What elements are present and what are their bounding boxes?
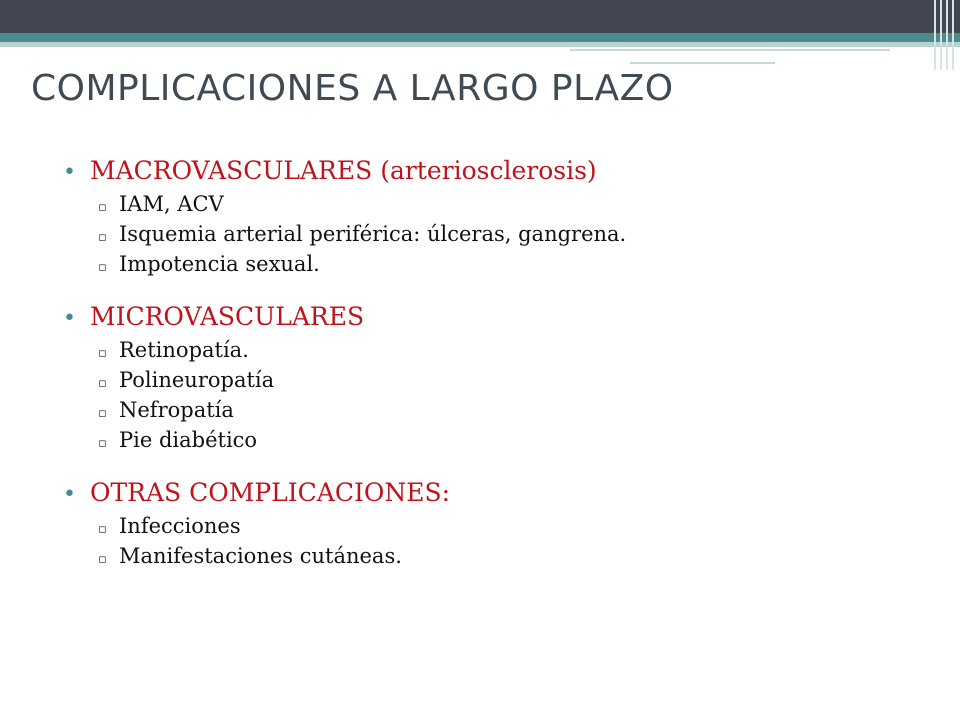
section-microvasculares (63, 299, 923, 455)
header-light-band (0, 42, 960, 47)
square-bullet-icon: ▫ (98, 376, 107, 391)
square-bullet-icon: ▫ (98, 230, 107, 245)
list-item (63, 189, 923, 219)
header-accent-band (0, 33, 960, 42)
list-item-text: Polineuropatía (119, 368, 275, 392)
list-item (63, 541, 923, 571)
section-otras-complicaciones (63, 475, 923, 571)
section-macrovasculares (63, 153, 923, 279)
section-heading-text: MICROVASCULARES (90, 302, 365, 331)
decorative-line (570, 49, 890, 51)
list-item (63, 335, 923, 365)
section-heading (63, 299, 923, 335)
list-item-text: Retinopatía. (119, 338, 249, 362)
square-bullet-icon: ▫ (98, 260, 107, 275)
section-heading (63, 475, 923, 511)
list-item-text: Nefropatía (119, 398, 234, 422)
square-bullet-icon: ▫ (98, 406, 107, 421)
bullet-icon: • (63, 160, 76, 185)
list-item-text: Impotencia sexual. (119, 252, 320, 276)
square-bullet-icon: ▫ (98, 552, 107, 567)
square-bullet-icon: ▫ (98, 200, 107, 215)
list-item (63, 365, 923, 395)
slide-title: COMPLICACIONES A LARGO PLAZO (31, 68, 674, 109)
square-bullet-icon: ▫ (98, 346, 107, 361)
square-bullet-icon: ▫ (98, 436, 107, 451)
slide-content (63, 153, 923, 591)
bullet-icon: • (63, 306, 76, 331)
list-item (63, 395, 923, 425)
list-item-text: Pie diabético (119, 428, 258, 452)
section-heading-text: OTRAS COMPLICACIONES: (90, 478, 450, 507)
list-item (63, 219, 923, 249)
decorative-line (630, 62, 775, 64)
list-item (63, 249, 923, 279)
section-heading-text: MACROVASCULARES (arteriosclerosis) (90, 156, 597, 185)
list-item (63, 425, 923, 455)
list-item-text: Infecciones (119, 514, 241, 538)
list-item-text: Manifestaciones cutáneas. (119, 544, 402, 568)
header-bar (0, 0, 960, 33)
list-item-text: IAM, ACV (119, 192, 224, 216)
list-item-text: Isquemia arterial periférica: úlceras, gangrena. (119, 222, 627, 246)
bullet-icon: • (63, 482, 76, 507)
square-bullet-icon: ▫ (98, 522, 107, 537)
decorative-edge-lines (932, 0, 956, 70)
section-heading (63, 153, 923, 189)
list-item (63, 511, 923, 541)
